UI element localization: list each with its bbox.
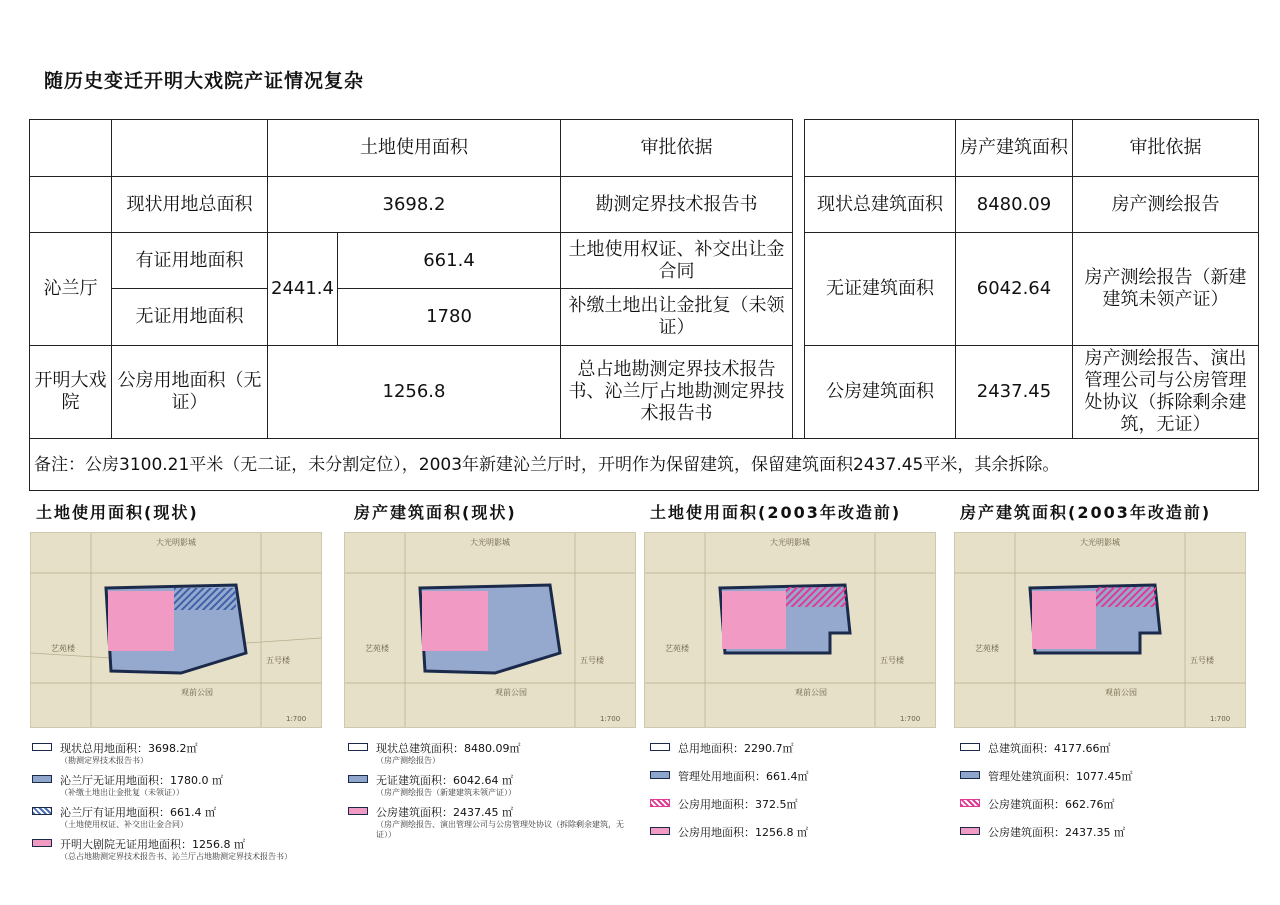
map-label-left: 艺苑楼 bbox=[365, 644, 389, 653]
panel-title-land-2003: 土地使用面积(2003年改造前) bbox=[650, 503, 902, 522]
empty-header-cell bbox=[805, 120, 956, 177]
table-note: 备注：公房3100.21平米（无二证，未分割定位），2003年新建沁兰厅时，开明作为保留建筑，保留建筑面积2437.45平米，其余拆除。 bbox=[30, 439, 1259, 491]
uncertified-building-value: 6042.64 bbox=[956, 233, 1073, 346]
public-land-value: 1256.8 bbox=[268, 346, 561, 439]
legend-label: 总建筑面积：4177.66㎡ bbox=[988, 742, 1111, 755]
legend-item bbox=[958, 740, 1248, 756]
map-label-left: 艺苑楼 bbox=[665, 644, 689, 653]
legend-swatch bbox=[960, 771, 980, 779]
public-building-label: 公房建筑面积 bbox=[805, 346, 956, 439]
legend-item bbox=[648, 796, 938, 812]
map-label-top: 大光明影城 bbox=[156, 538, 196, 547]
public-land-basis: 总占地勘测定界技术报告书、沁兰厅占地勘测定界技术报告书 bbox=[561, 346, 793, 439]
legend-swatch bbox=[32, 775, 52, 783]
map-label-bottom: 观前公园 bbox=[795, 688, 827, 697]
column-gap bbox=[793, 120, 805, 439]
public-land-label: 公房用地面积（无证） bbox=[112, 346, 268, 439]
legend-swatch bbox=[348, 807, 368, 815]
legend-label: 公房建筑面积：2437.45 ㎡ bbox=[376, 806, 513, 819]
map-scale: 1:700 bbox=[900, 715, 921, 723]
panel-title-building-2003: 房产建筑面积(2003年改造前) bbox=[960, 503, 1212, 522]
legend-item bbox=[648, 824, 938, 840]
legend-sub: （房产测绘报告（新建建筑未领产证）） bbox=[376, 788, 516, 797]
legend-item bbox=[958, 768, 1248, 784]
legend-label: 公房用地面积：372.5㎡ bbox=[678, 798, 798, 811]
map-label-top: 大光明影城 bbox=[770, 538, 810, 547]
panel-title-land-current: 土地使用面积(现状) bbox=[36, 503, 199, 522]
legend-land-current bbox=[30, 740, 320, 868]
uncertified-land-label: 无证用地面积 bbox=[112, 289, 268, 346]
legend-sub: （房产测绘报告、演出管理公司与公房管理处协议（拆除剩余建筑，无证）） bbox=[376, 820, 624, 839]
legend-item bbox=[648, 768, 938, 784]
legend-item bbox=[346, 740, 636, 766]
legend-label: 现状总建筑面积：8480.09㎡ bbox=[376, 742, 521, 755]
map-scale: 1:700 bbox=[286, 715, 307, 723]
legend-swatch bbox=[650, 771, 670, 779]
uncertified-land-basis: 补缴土地出让金批复（未领证） bbox=[561, 289, 793, 346]
legend-item bbox=[30, 740, 320, 766]
uncertified-building-basis: 房产测绘报告（新建建筑未领产证） bbox=[1073, 233, 1259, 346]
map-scale: 1:700 bbox=[1210, 715, 1231, 723]
panel-title-building-current: 房产建筑面积(现状) bbox=[354, 503, 517, 522]
map-label-top: 大光明影城 bbox=[470, 538, 510, 547]
legend-sub: （勘测定界技术报告书） bbox=[60, 756, 148, 765]
map-label-right: 五号楼 bbox=[1190, 656, 1214, 665]
legend-sub: （总占地勘测定界技术报告书、沁兰厅占地勘测定界技术报告书） bbox=[60, 852, 292, 861]
legend-label: 管理处用地面积：661.4㎡ bbox=[678, 770, 809, 783]
legend-label: 公房建筑面积：2437.35 ㎡ bbox=[988, 826, 1125, 839]
legend-label: 公房建筑面积：662.76㎡ bbox=[988, 798, 1115, 811]
header-land-area: 土地使用面积 bbox=[268, 120, 561, 177]
legend-label: 无证建筑面积：6042.64 ㎡ bbox=[376, 774, 513, 787]
qinlan-subtotal: 2441.4 bbox=[268, 233, 338, 346]
site-plan-drawing bbox=[31, 533, 321, 727]
map-label-bottom: 观前公园 bbox=[495, 688, 527, 697]
legend-item bbox=[30, 804, 320, 830]
total-land-basis: 勘测定界技术报告书 bbox=[561, 177, 793, 233]
map-label-right: 五号楼 bbox=[880, 656, 904, 665]
legend-swatch bbox=[960, 827, 980, 835]
legend-item bbox=[346, 804, 636, 840]
legend-item bbox=[958, 824, 1248, 840]
public-building-basis: 房产测绘报告、演出管理公司与公房管理处协议（拆除剩余建筑，无证） bbox=[1073, 346, 1259, 439]
certified-land-basis: 土地使用权证、补交出让金合同 bbox=[561, 233, 793, 289]
legend-label: 开明大剧院无证用地面积：1256.8 ㎡ bbox=[60, 838, 245, 851]
map-scale: 1:700 bbox=[600, 715, 621, 723]
legend-swatch bbox=[650, 743, 670, 751]
map-label-left: 艺苑楼 bbox=[51, 644, 75, 653]
total-building-label: 现状总建筑面积 bbox=[805, 177, 956, 233]
map-label-top: 大光明影城 bbox=[1080, 538, 1120, 547]
legend-item bbox=[30, 772, 320, 798]
header-approval-basis-right: 审批依据 bbox=[1073, 120, 1259, 177]
map-label-bottom: 观前公园 bbox=[181, 688, 213, 697]
legend-swatch bbox=[32, 839, 52, 847]
legend-swatch bbox=[650, 799, 670, 807]
legend-item bbox=[346, 772, 636, 798]
legend-label: 沁兰厅无证用地面积：1780.0 ㎡ bbox=[60, 774, 223, 787]
map-label-bottom: 观前公园 bbox=[1105, 688, 1137, 697]
legend-label: 总用地面积：2290.7㎡ bbox=[678, 742, 794, 755]
legend-building-current bbox=[346, 740, 636, 846]
legend-label: 沁兰厅有证用地面积：661.4 ㎡ bbox=[60, 806, 216, 819]
legend-label: 管理处建筑面积：1077.45㎡ bbox=[988, 770, 1133, 783]
certified-land-value: 661.4 bbox=[338, 233, 561, 289]
map-land-current bbox=[30, 532, 322, 728]
qinlan-group-label: 沁兰厅 bbox=[30, 233, 112, 346]
legend-item bbox=[648, 740, 938, 756]
header-approval-basis-left: 审批依据 bbox=[561, 120, 793, 177]
map-building-2003 bbox=[954, 532, 1246, 728]
site-plan-drawing bbox=[955, 533, 1245, 727]
legend-sub: （土地使用权证、补交出让金合同） bbox=[60, 820, 188, 829]
public-building-value: 2437.45 bbox=[956, 346, 1073, 439]
legend-label: 公房用地面积：1256.8 ㎡ bbox=[678, 826, 808, 839]
site-plan-drawing bbox=[645, 533, 935, 727]
legend-building-2003 bbox=[958, 740, 1248, 852]
map-land-2003 bbox=[644, 532, 936, 728]
legend-label: 现状总用地面积：3698.2㎡ bbox=[60, 742, 198, 755]
legend-sub: （补缴土地出让金批复（未领证）） bbox=[60, 788, 184, 797]
legend-land-2003 bbox=[648, 740, 938, 852]
legend-swatch bbox=[348, 775, 368, 783]
header-building-area: 房产建筑面积 bbox=[956, 120, 1073, 177]
legend-sub: （房产测绘报告） bbox=[376, 756, 440, 765]
property-certificate-table bbox=[29, 119, 1259, 491]
uncertified-land-value: 1780 bbox=[338, 289, 561, 346]
total-building-value: 8480.09 bbox=[956, 177, 1073, 233]
kaiming-group-label: 开明大戏院 bbox=[30, 346, 112, 439]
legend-item bbox=[30, 836, 320, 862]
total-land-label: 现状用地总面积 bbox=[112, 177, 268, 233]
map-label-right: 五号楼 bbox=[580, 656, 604, 665]
legend-swatch bbox=[960, 799, 980, 807]
total-building-basis: 房产测绘报告 bbox=[1073, 177, 1259, 233]
total-land-value: 3698.2 bbox=[268, 177, 561, 233]
site-plan-drawing bbox=[345, 533, 635, 727]
uncertified-building-label: 无证建筑面积 bbox=[805, 233, 956, 346]
map-label-right: 五号楼 bbox=[266, 656, 290, 665]
legend-swatch bbox=[650, 827, 670, 835]
legend-swatch bbox=[32, 807, 52, 815]
map-label-left: 艺苑楼 bbox=[975, 644, 999, 653]
legend-item bbox=[958, 796, 1248, 812]
empty-group-cell bbox=[30, 177, 112, 233]
map-building-current bbox=[344, 532, 636, 728]
page-title: 随历史变迁开明大戏院产证情况复杂 bbox=[44, 70, 365, 92]
certified-land-label: 有证用地面积 bbox=[112, 233, 268, 289]
legend-swatch bbox=[32, 743, 52, 751]
legend-swatch bbox=[960, 743, 980, 751]
empty-header-cell bbox=[112, 120, 268, 177]
empty-header-cell bbox=[30, 120, 112, 177]
legend-swatch bbox=[348, 743, 368, 751]
